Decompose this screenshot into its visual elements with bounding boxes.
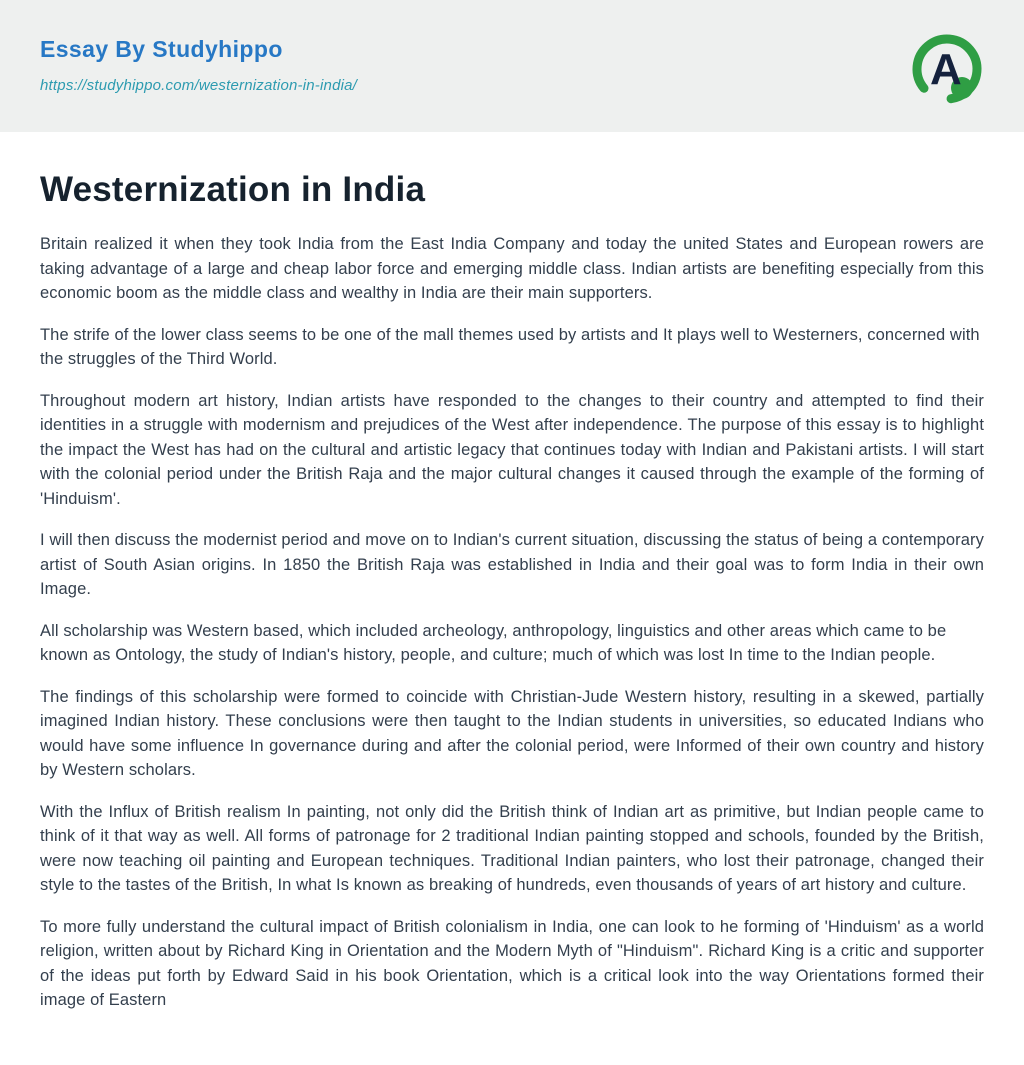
paragraph: With the Influx of British realism In painting, not only did the British think of Indian art as primitive, but Indian people came to think of it that way as well. All forms of patronage for 2 traditional Indian painting stopped and schools, founded by the British, were now teaching oil painting and European techniques. Traditional Indian painters, who lost their patronage, changed their style to the tastes of the British, In what Is known as breaking of hundreds, even thousands of years of art history and culture. <box>40 802 984 894</box>
paragraph: To more fully understand the cultural impact of British colonialism in India, one can look to he forming of 'Hinduism' as a world religion, written about by Richard King in Orientation and the Modern Myth of "Hinduism". Richard King is a critic and supporter of the ideas put forth by Edward Said in his book Orientation, which is a critical look into the way Orientations formed their image of Eastern <box>40 917 984 1009</box>
studyhippo-logo-icon <box>910 32 984 106</box>
header-text-block <box>40 30 357 94</box>
paragraph: Throughout modern art history, Indian artists have responded to the changes to their country and attempted to find their identities in a struggle with modernism and prejudices of the West after independence. The purpose of this essay is to highlight the impact the West has had on the cultural and artistic legacy that continues today with Indian and Pakistani artists. I will start with the colonial period under the British Raja and the major cultural changes it caused through the example of the forming of 'Hinduism'. <box>40 391 984 508</box>
paragraph: All scholarship was Western based, which included archeology, anthropology, linguistics and other areas which came to be known as Ontology, the study of Indian's history, people, and culture; much of which was lost In time to the Indian people. <box>40 621 947 664</box>
studyhippo-logo[interactable] <box>910 32 984 106</box>
source-url-link[interactable]: https://studyhippo.com/westernization-in-india/ <box>40 77 358 94</box>
article-title: Westernization in India <box>40 170 426 209</box>
paragraph: The strife of the lower class seems to be one of the mall themes used by artists and It plays well to Westerners, concerned with the struggles of the Third World. <box>40 325 980 368</box>
main-content <box>0 132 1024 1013</box>
paragraph: Britain realized it when they took India from the East India Company and today the united States and European rowers are taking advantage of a large and cheap labor force and emerging middle class. Indian artists are benefiting especially from this economic boom as the middle class and wealthy in India are their main supporters. <box>40 235 984 302</box>
logo-letter: A <box>930 45 962 94</box>
paragraph: I will then discuss the modernist period and move on to Indian's current situation, discussing the status of being a contemporary artist of South Asian origins. In 1850 the British Raja was established in India and their goal was to form India in their own Image. <box>40 531 984 598</box>
page-header <box>0 0 1024 132</box>
article-body <box>40 232 984 1013</box>
paragraph: The findings of this scholarship were formed to coincide with Christian-Jude Western history, resulting in a skewed, partially imagined Indian history. These conclusions were then taught to the Indian students in universities, so educated Indians who would have some influence In governance during and after the colonial period, were Informed of their own country and history by Western scholars. <box>40 687 984 779</box>
site-title: Essay By Studyhippo <box>40 36 283 62</box>
